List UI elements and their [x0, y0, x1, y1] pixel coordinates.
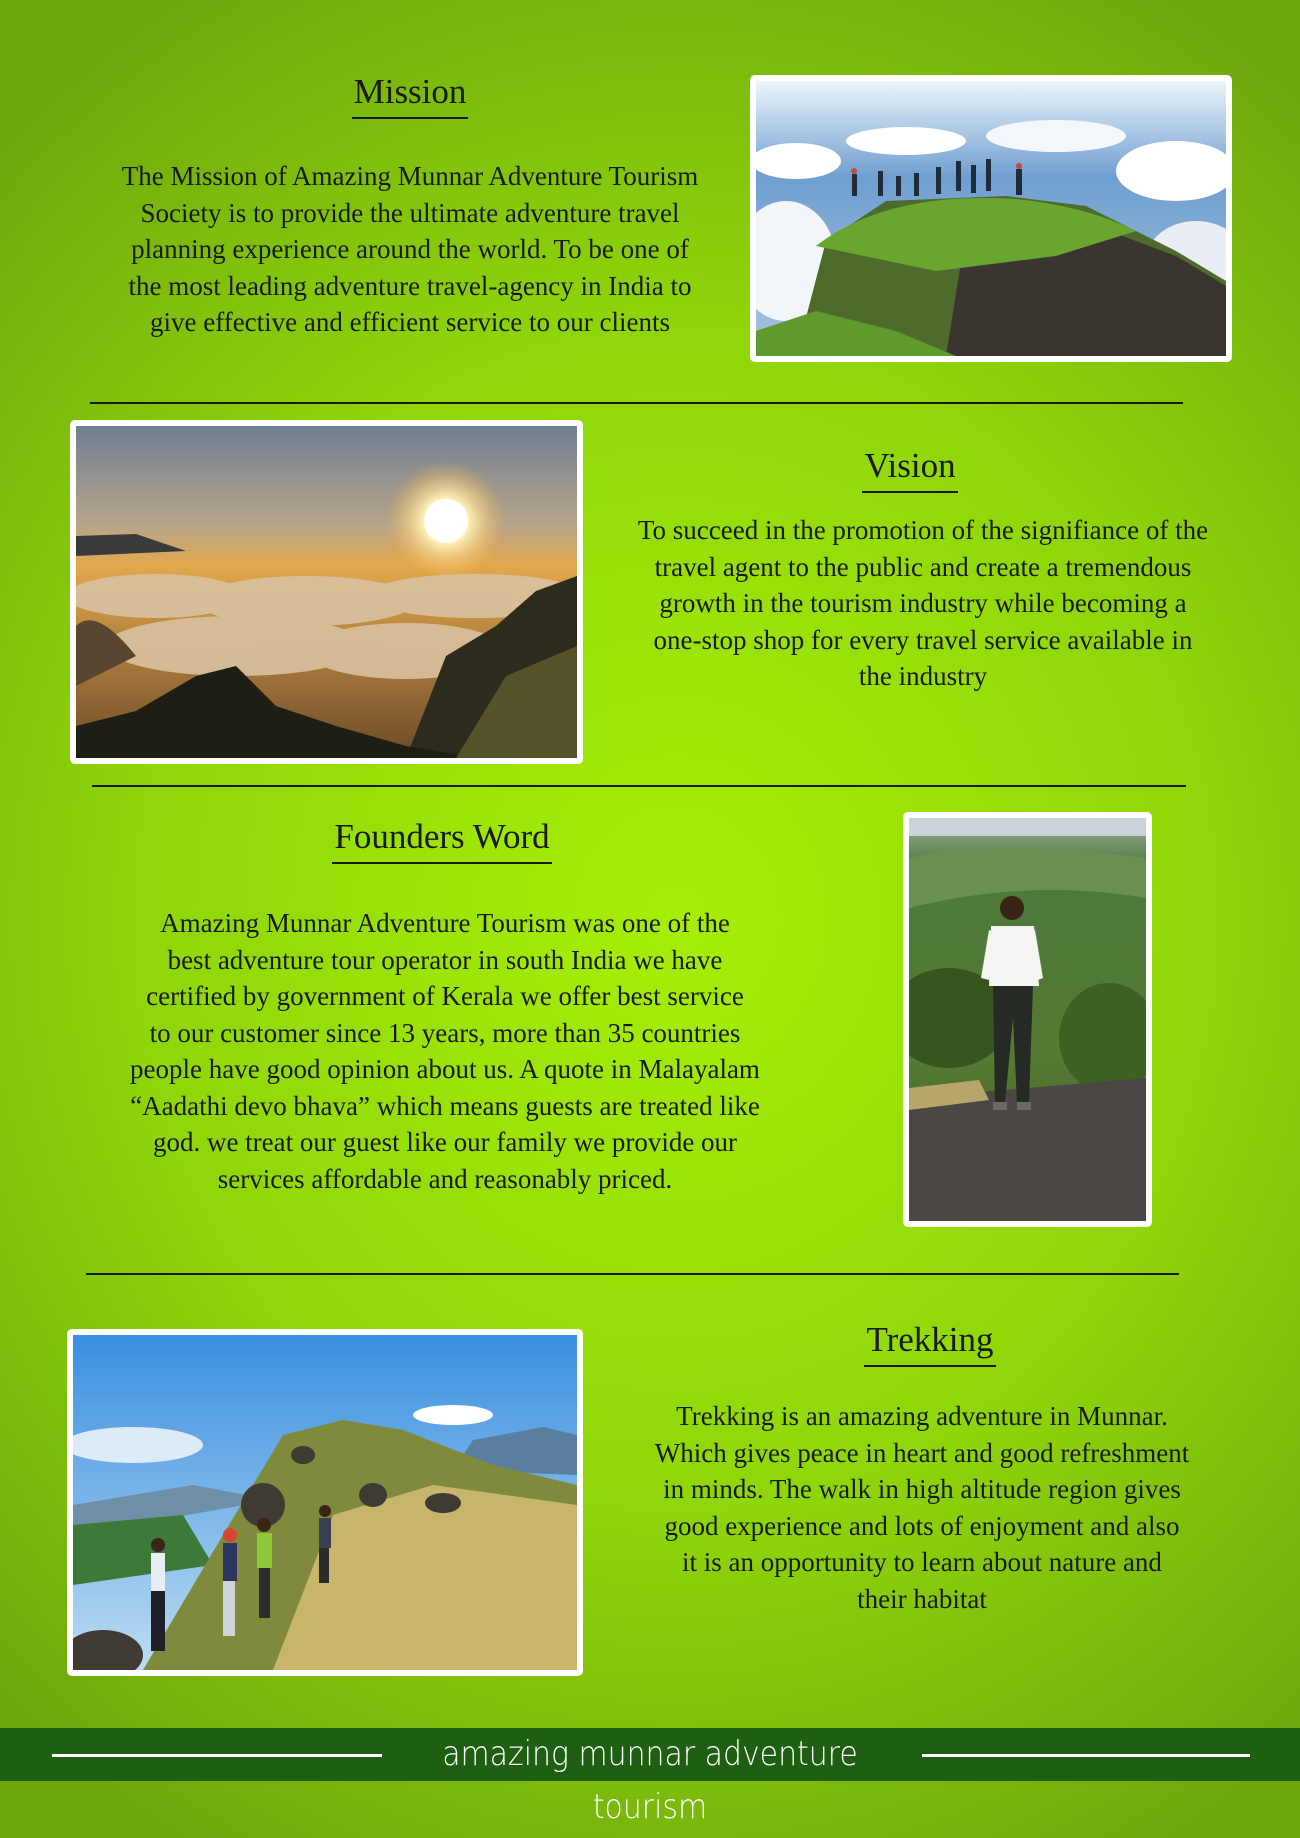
- text-line: in minds. The walk in high altitude region gives: [663, 1474, 1181, 1504]
- founders-heading: [282, 817, 602, 864]
- text-line: “Aadathi devo bhava” which means guests are treated like: [130, 1090, 760, 1121]
- text-line: travel agent to the public and create a tremendous: [654, 551, 1192, 582]
- trekking-heading: [780, 1320, 1080, 1367]
- text-line: god. we treat our guest like our family we provide our: [152, 1127, 738, 1157]
- vision-title: Vision: [862, 446, 957, 493]
- founders-text: [40, 905, 850, 1197]
- mission-title: Mission: [352, 72, 469, 119]
- text-line: their habitat: [857, 1583, 987, 1614]
- text-line: to our customer since 13 years, more than 35 countries: [149, 1017, 741, 1048]
- vision-photo-sunrise-over-clouds: [70, 420, 583, 764]
- founders-title: Founders Word: [332, 817, 551, 864]
- text-line: Trekking is an amazing adventure in Munnar.: [676, 1401, 1168, 1431]
- text-line: the industry: [858, 661, 988, 691]
- text-line: it is an opportunity to learn about nature and: [682, 1547, 1162, 1577]
- text-line: give effective and efficient service to our clients: [149, 307, 671, 337]
- text-line: services affordable and reasonably priced.: [217, 1163, 673, 1194]
- text-line: Society is to provide the ultimate adventure travel: [140, 197, 680, 228]
- text-line: The Mission of Amazing Munnar Adventure Tourism: [121, 161, 699, 191]
- divider: [92, 785, 1186, 787]
- text-line: growth in the tourism industry while becoming a: [659, 588, 1187, 618]
- trekking-photo-hikers-on-slope: [67, 1329, 583, 1676]
- mission-text: [40, 158, 780, 341]
- trekking-title: Trekking: [864, 1320, 995, 1367]
- divider: [86, 1273, 1179, 1275]
- text-line: the most leading adventure travel-agency in India to: [128, 270, 692, 301]
- text-line: certified by government of Kerala we offer best service: [146, 981, 744, 1011]
- founders-photo-man-on-hill: [903, 812, 1152, 1227]
- footer-tagline: amazing munnar adventure tourism: [442, 1734, 858, 1827]
- text-line: best adventure tour operator in south India we have: [167, 944, 723, 975]
- text-line: To succeed in the promotion of the signifiance of the: [637, 515, 1209, 545]
- mission-heading: [250, 72, 570, 119]
- vision-text: [588, 512, 1258, 695]
- footer-band: [0, 1728, 1300, 1827]
- text-line: Which gives peace in heart and good refreshment: [654, 1437, 1190, 1468]
- footer-right-line: [922, 1754, 1250, 1757]
- divider: [90, 402, 1183, 404]
- text-line: people have good opinion about us. A quote in Malayalam: [130, 1054, 760, 1084]
- text-line: planning experience around the world. To be one of: [131, 234, 689, 264]
- text-line: good experience and lots of enjoyment and also: [664, 1510, 1180, 1541]
- mission-photo-hikers-on-rock: [750, 75, 1232, 362]
- trekking-text: [602, 1398, 1242, 1617]
- text-line: Amazing Munnar Adventure Tourism was one of the: [160, 908, 730, 938]
- text-line: one-stop shop for every travel service available in: [653, 624, 1193, 655]
- footer-left-line: [52, 1754, 382, 1757]
- vision-heading: [760, 446, 1060, 493]
